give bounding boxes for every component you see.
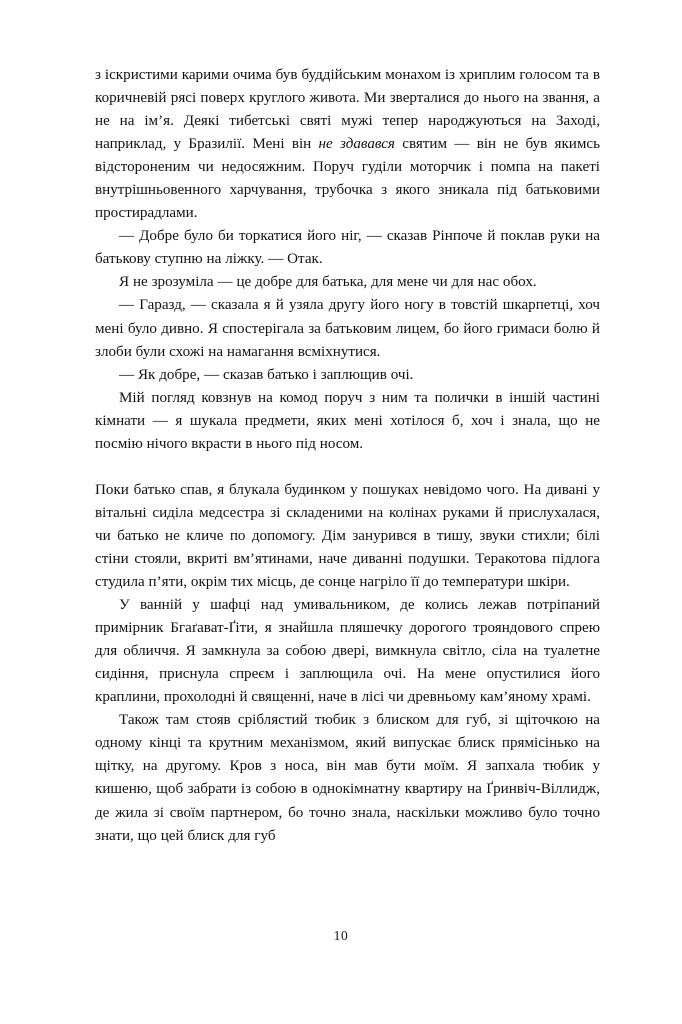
text-run: — Гаразд, — сказала я й узяла другу його ногу в товстій шкарпетці, хоч мені було дивно. Я спостерігала за батьковим лицем, бо його гримаси болю й злоби були схожі на намагання всміхнутися. (95, 297, 600, 360)
section-break (95, 456, 600, 479)
paragraph (95, 479, 600, 594)
paragraph (95, 364, 600, 387)
paragraph (95, 709, 600, 847)
body-text-block (95, 64, 600, 848)
text-run: святим — він не був якимсь відстороненим чи недосяжним. Поруч гуділи моторчик і помпа на пакеті внутрішньовенного харчування, трубочка з якого зникала під батьковими простирадлами. (95, 136, 601, 222)
text-run: Мій погляд ковзнув на комод поруч з ним та полички в іншій частині кімнати — я шукала предмети, яких мені хотілося б, хоч і знала, що не посмію нічого вкрасти в нього під носом. (95, 389, 600, 452)
text-run: Також там стояв сріблястий тюбик з блиском для губ, зі щіточкою на одному кінці та крутним механізмом, який випускає блиск прямісінько на щітку, на другому. Кров з носа, він мав бути моїм. Я запхала тюбик у кишеню, щоб забрати із собою в однокімнатну квартиру на Ґринвіч-Віллидж, де жила зі своїм партнером, бо точно знала, наскільки можливо було точно знати, що цей блиск для губ (95, 712, 600, 844)
page-number: 10 (333, 928, 349, 943)
paragraph (95, 271, 600, 294)
emphasis-text: не здавався (318, 136, 395, 153)
text-run: Поки батько спав, я блукала будинком у пошуках невідомо чого. На дивані у вітальні сиділа медсестра зі складеними на колінах руками й прислухалася, чи батько не кличе по допомогу. Дім занурився в тишу, звуки стихли; білі стіни стояли, вкриті вм’ятинами, наче диванні подушки. Теракотова підлога студила п’яти, окрім тих місць, де сонце нагріло її до температури шкіри. (95, 481, 600, 591)
paragraph (95, 64, 600, 225)
paragraph (95, 594, 600, 709)
text-run: — Добре було би торкатися його ніг, — сказав Рінпоче й поклав руки на батькову ступню на ліжку. — Отак. (95, 228, 600, 268)
text-run: з іскристими карими очима був буддійським монахом із хриплим голосом та в коричневій рясі поверх круглого живота. Ми зверталися до нього на звання, а не на ім’я. Деякі тибетські святі мужі тепер народжуються на Заході, наприклад, у Бразилії. Мені він (95, 67, 600, 153)
paragraph (95, 387, 600, 456)
paragraph (95, 294, 600, 363)
paragraph (95, 225, 600, 271)
text-run: У ванній у шафці над умивальником, де колись лежав потріпаний примірник Бгаґават-Ґіти, я знайшла пляшечку дорогого трояндового спрею для обличчя. Я замкнула за собою двері, вимкнула світло, сіла на туалетне сидіння, приснула спреєм і заплющила очі. На мене опустилися його краплини, прохолодні й священні, наче в лісі чи древньому кам’яному храмі. (95, 597, 600, 706)
text-run: Я не зрозуміла — це добре для батька, для мене чи для нас обох. (119, 274, 537, 291)
text-run: — Як добре, — сказав батько і заплющив очі. (119, 366, 414, 383)
